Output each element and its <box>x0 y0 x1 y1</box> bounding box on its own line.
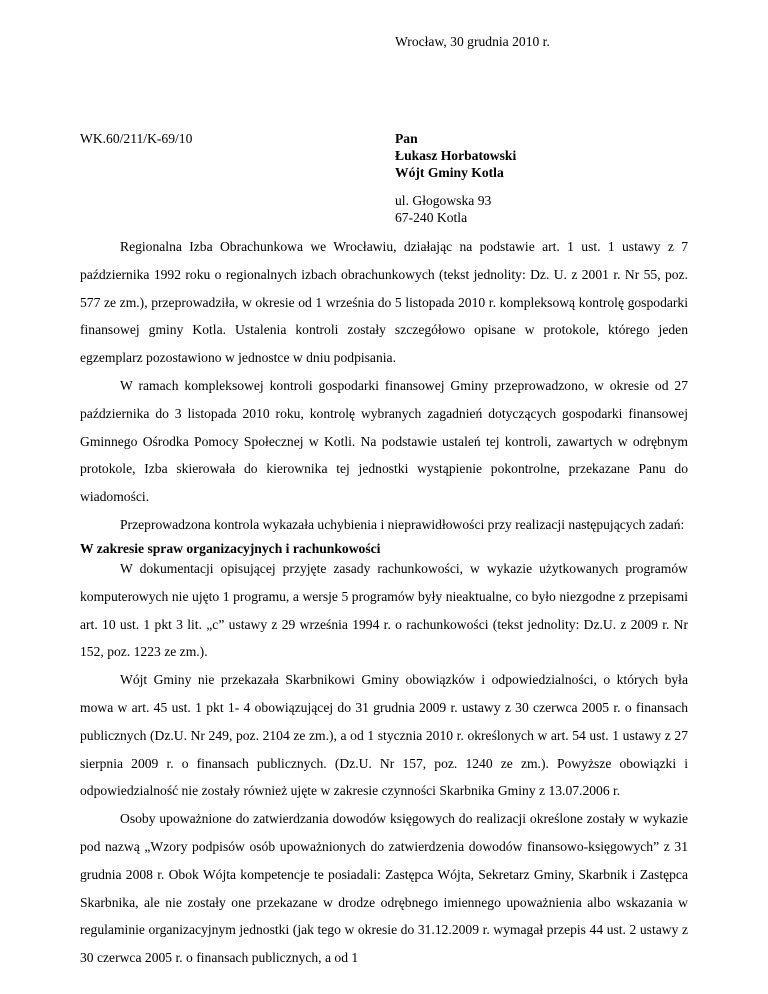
recipient-postal: 67-240 Kotla <box>395 210 468 225</box>
intro-text <box>80 233 688 539</box>
recipient-name: Łukasz Horbatowski <box>395 148 517 163</box>
recipient-street: ul. Głogowska 93 <box>395 193 492 208</box>
section-heading: W zakresie spraw organizacyjnych i rachunkowości <box>80 541 381 556</box>
section-text <box>80 555 688 972</box>
paragraph: W dokumentacji opisującej przyjęte zasady rachunkowości, w wykazie użytkowanych programów komputerowych nie ujęto 1 programu, a wersje 5 programów były nieaktualne, co było niezgodne z przepisami art. 10 ust. 1 pkt 3 lit. „c” ustawy z 29 września 1994 r. o rachunkowości (tekst jednolity: Dz.U. z 2009 r. Nr 152, poz. 1223 ze zm.). <box>80 561 688 660</box>
place-date: Wrocław, 30 grudnia 2010 r. <box>395 34 550 49</box>
paragraph: Regionalna Izba Obrachunkowa we Wrocławiu, działając na podstawie art. 1 ust. 1 ustawy z 7 października 1992 roku o regionalnych izbach obrachunkowych (tekst jednolity: Dz. U. z 2001 r. Nr 55, poz. 577 ze zm.), przeprowadziła, w okresie od 1 września do 5 listopada 2010 r. kompleksową kontrolę gospodarki finansowej gminy Kotla. Ustalenia kontroli zostały szczegółowo opisane w protokole, którego jeden egzemplarz pozostawiono w jednostce w dniu podpisania. <box>80 239 688 366</box>
paragraph: Wójt Gminy nie przekazała Skarbnikowi Gminy obowiązków i odpowiedzialności, o których była mowa w art. 45 ust. 1 pkt 1- 4 obowiązującej do 31 grudnia 2009 r. ustawy z 30 czerwca 2005 r. o finansach publicznych (Dz.U. Nr 249, poz. 2104 ze zm.), a od 1 stycznia 2010 r. określonych w art. 54 ust. 1 ustawy z 27 sierpnia 2009 r. o finansach publicznych. (Dz.U. Nr 157, poz. 1240 ze zm.). Powyższe obowiązki i odpowiedzialność nie zostały również ujęte w zakresie czynności Skarbnika Gminy z 13.07.2006 r. <box>80 672 688 799</box>
paragraph: W ramach kompleksowej kontroli gospodarki finansowej Gminy przeprowadzono, w okresie od 27 października do 3 listopada 2010 roku, kontrolę wybranych zagadnień dotyczących gospodarki finansowej Gminnego Ośrodka Pomocy Społecznej w Kotli. Na podstawie ustaleń tej kontroli, zawartych w odrębnym protokole, Izba skierowała do kierownika tej jednostki wystąpienie pokontrolne, przekazane Panu do wiadomości. <box>80 377 688 505</box>
recipient-salutation: Pan <box>395 131 418 146</box>
paragraph: Przeprowadzona kontrola wykazała uchybienia i nieprawidłowości przy realizacji następujących zadań: <box>120 516 685 532</box>
reference-number: WK.60/211/K-69/10 <box>80 131 193 146</box>
paragraph: Osoby upoważnione do zatwierdzania dowodów księgowych do realizacji określone zostały w wykazie pod nazwą „Wzory podpisów osób upoważnionych do zatwierdzenia dowodów finansowo-księgowych” z 31 grudnia 2008 r. Obok Wójta kompetencje te posiadali: Zastępca Wójta, Sekretarz Gminy, Skarbnik i Zastępca Skarbnika, ale nie zostały one przekazane w drodze odrębnego imiennego upoważnienia albo wskazania w regulaminie organizacyjnym jednostki (jak tego w okresie do 31.12.2009 r. wymagał przepis 44 ust. 2 ustawy z 30 czerwca 2005 r. o finansach publicznych, a od 1 <box>80 811 688 966</box>
recipient-title: Wójt Gminy Kotla <box>395 165 504 180</box>
